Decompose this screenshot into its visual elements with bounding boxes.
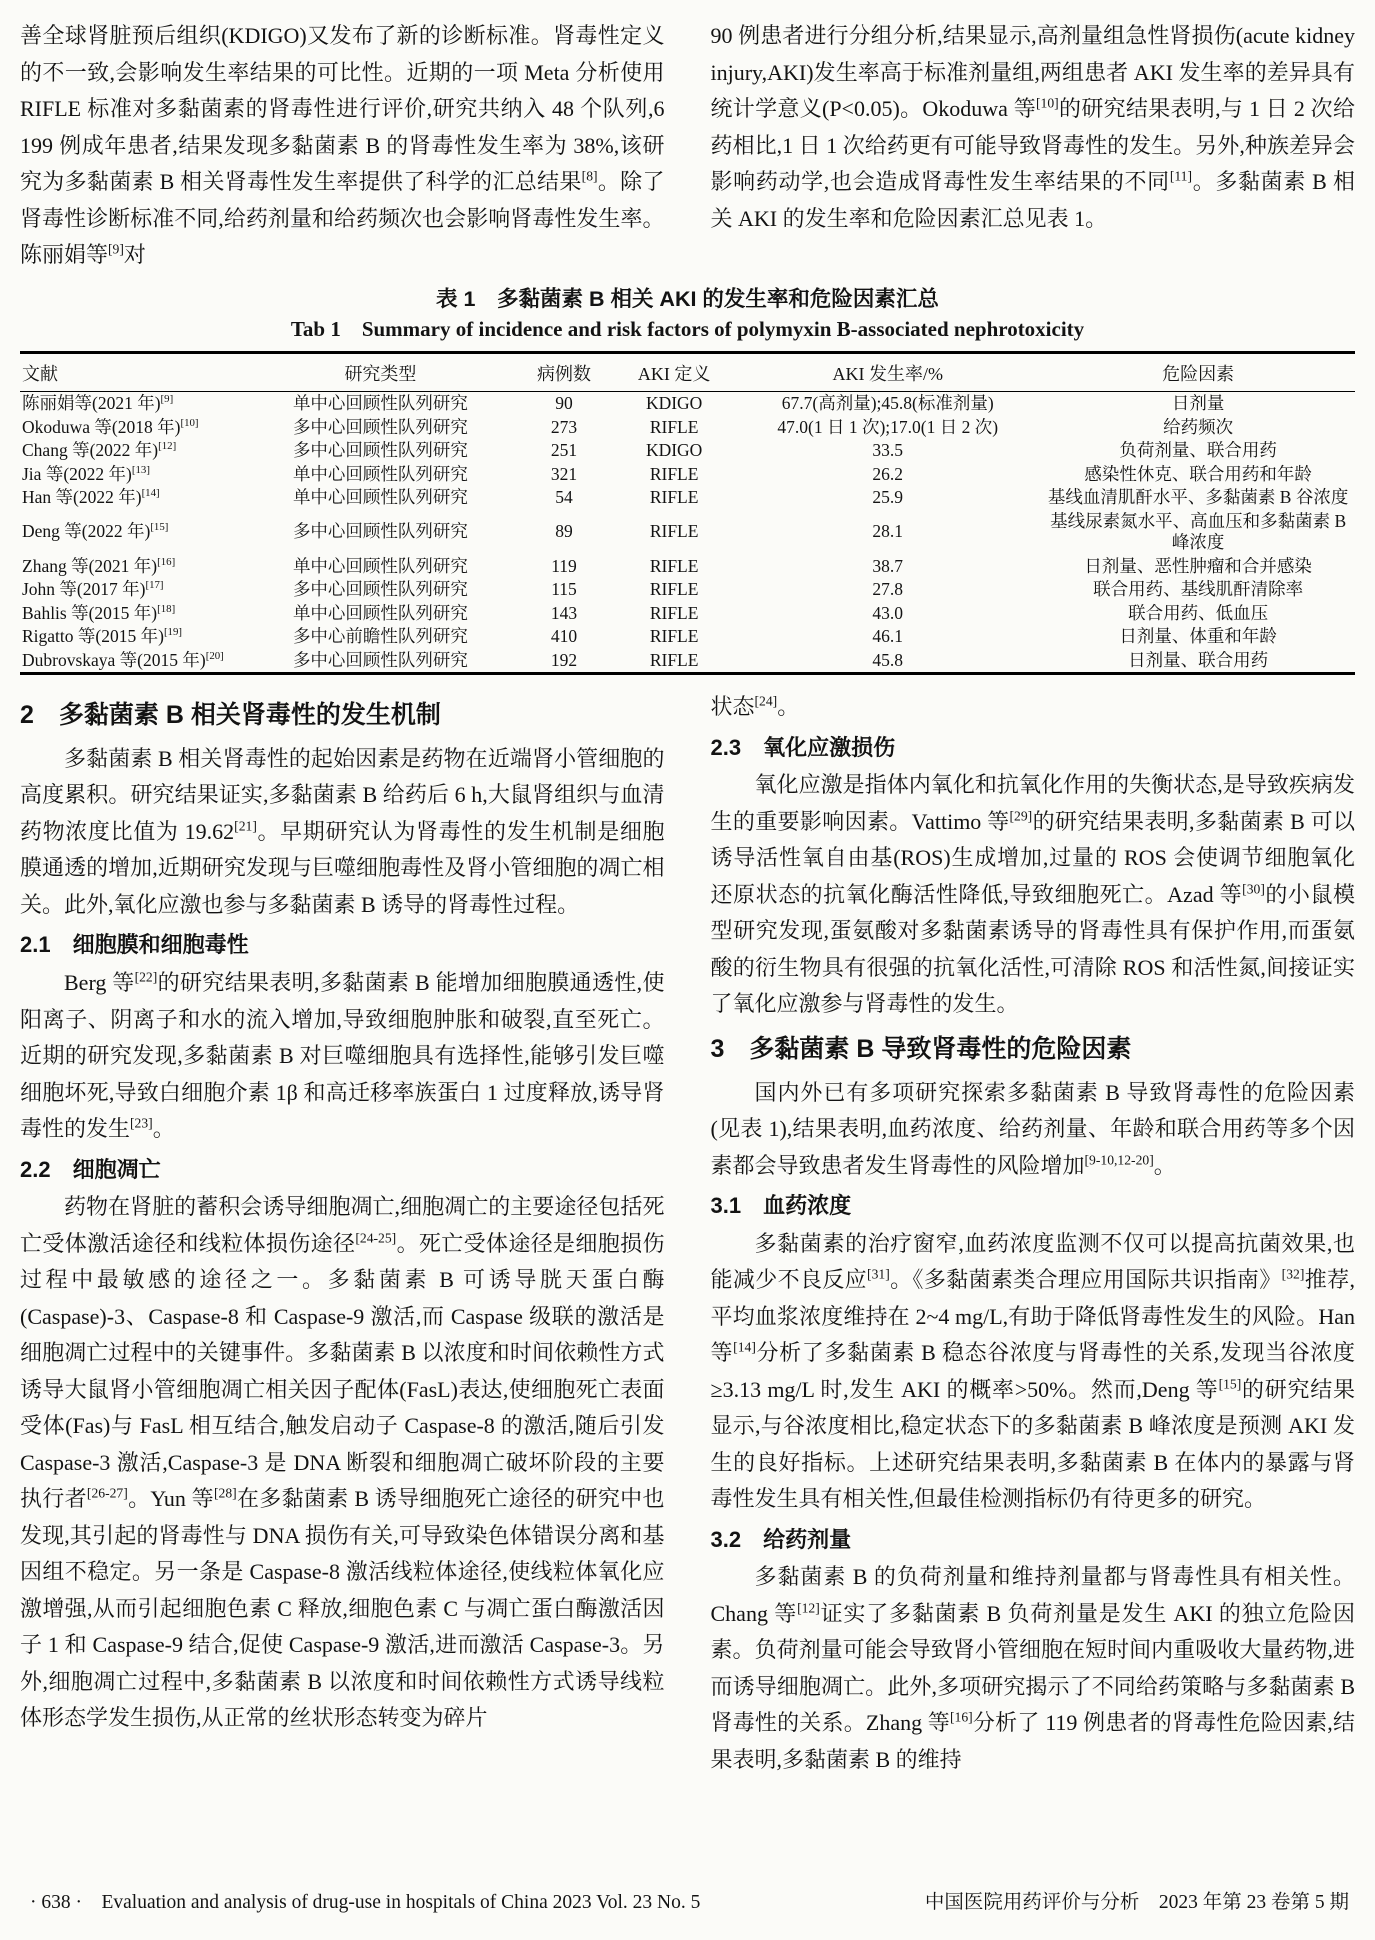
table-cell: 基线尿素氮水平、高血压和多黏菌素 B 峰浓度 <box>1050 510 1347 553</box>
footer-left: · 638 · Evaluation and analysis of drug-use in hospitals of China 2023 Vol. 23 No. 5 <box>30 1892 701 1913</box>
table-cell: Dubrovskaya 等(2015 年)[20] <box>22 649 224 670</box>
table-cell: 33.5 <box>872 440 904 461</box>
table-cell: 54 <box>555 487 573 508</box>
bottom-left-column <box>20 689 665 1778</box>
table-cell: 日剂量、恶性肿瘤和合并感染 <box>1084 555 1312 576</box>
table-header-cell: 危险因素 <box>1041 353 1355 392</box>
table-row <box>20 510 1355 555</box>
table-row <box>20 625 1355 649</box>
table-row <box>20 463 1355 487</box>
paragraph: 多黏菌素的治疗窗窄,血药浓度监测不仅可以提高抗菌效果,也能减少不良反应[31]。《多黏菌素类合理应用国际共识指南》[32]推荐,平均血浆浓度维持在 2~4 mg/L,有助于降低肾毒性发生的风险。Han 等[14]分析了多黏菌素 B 稳态谷浓度与肾毒性的关系,发现当谷浓度≥3.13 mg/L 时,发生 AKI 的概率>50%。然而,Deng 等[15]的研究结果显示,与谷浓度相比,稳定状态下的多黏菌素 B 峰浓度是预测 AKI 发生的良好指标。上述研究结果表明,多黏菌素 B 在体内的暴露与肾毒性发生具有相关性,但最佳检测指标仍有待更多的研究。 <box>710 1230 1355 1512</box>
table-cell: Rigatto 等(2015 年)[19] <box>22 626 183 647</box>
table-cell: 多中心回顾性队列研究 <box>292 521 468 542</box>
paragraph: 多黏菌素 B 的负荷剂量和维持剂量都与肾毒性具有相关性。Chang 等[12]证实了多黏菌素 B 负荷剂量是发生 AKI 的独立危险因素。负荷剂量可能会导致肾小管细胞在短时间内重吸收大量药物,进而诱导细胞凋亡。此外,多项研究揭示了不同给药策略与多黏菌素 B 肾毒性的关系。Zhang 等[16]分析了 119 例患者的肾毒性危险因素,结果表明,多黏菌素 B 的维持 <box>710 1564 1355 1772</box>
table-cell: 89 <box>555 521 573 542</box>
table-row <box>20 578 1355 602</box>
table-cell: 28.1 <box>872 521 904 542</box>
table-cell: 26.2 <box>872 463 904 484</box>
table-cell: 联合用药、基线肌酐清除率 <box>1093 579 1304 600</box>
table-cell: Zhang 等(2021 年)[16] <box>22 555 176 576</box>
table-cell: 日剂量、体重和年龄 <box>1119 626 1277 647</box>
table-cell: 27.8 <box>872 579 904 600</box>
table-cell: RIFLE <box>649 579 699 600</box>
table-cell: 多中心回顾性队列研究 <box>292 440 468 461</box>
table-cell: RIFLE <box>649 416 699 437</box>
table-cell: 115 <box>551 579 577 600</box>
section-heading: 2.3 氧化应激损伤 <box>710 734 896 760</box>
table-header-cell: AKI 定义 <box>614 353 734 392</box>
table-cell: 陈丽娟等(2021 年)[9] <box>22 393 174 414</box>
table-cell: 单中心回顾性队列研究 <box>292 463 468 484</box>
section-heading: 2 多黏菌素 B 相关肾毒性的发生机制 <box>20 701 441 730</box>
table-title-en: Tab 1 Summary of incidence and risk factors of polymyxin B-associated nephrotoxicity <box>290 316 1085 341</box>
table-cell: RIFLE <box>649 649 699 670</box>
table-cell: RIFLE <box>649 626 699 647</box>
table-cell: 143 <box>550 602 578 623</box>
table-cell: 45.8 <box>872 649 904 670</box>
table-cell: RIFLE <box>649 602 699 623</box>
table-cell: Deng 等(2022 年)[15] <box>22 521 169 542</box>
table-cell: Okoduwa 等(2018 年)[10] <box>22 416 199 437</box>
paragraph: 国内外已有多项研究探索多黏菌素 B 导致肾毒性的危险因素(见表 1),结果表明,血药浓度、给药剂量、年龄和联合用药等多个因素都会导致患者发生肾毒性的风险增加[9-10,12-20]。 <box>710 1079 1355 1178</box>
table-cell: 46.1 <box>872 626 904 647</box>
table-row <box>20 486 1355 510</box>
table-cell: 321 <box>550 463 578 484</box>
paragraph: 善全球肾脏预后组织(KDIGO)又发布了新的诊断标准。肾毒性定义的不一致,会影响发生率结果的可比性。近期的一项 Meta 分析使用 RIFLE 标准对多黏菌素的肾毒性进行评价,研究共纳入 48 个队列,6 199 例成年患者,结果发现多黏菌素 B 的肾毒性发生率为 38%,该研究为多黏菌素 B 相关肾毒性发生率提供了科学的汇总结果[8]。除了肾毒性诊断标准不同,给药剂量和给药频次也会影响肾毒性发生率。陈丽娟等[9]对 <box>20 23 665 267</box>
table-cell: 192 <box>550 649 578 670</box>
table-cell: 单中心回顾性队列研究 <box>292 602 468 623</box>
table-cell: Chang 等(2022 年)[12] <box>22 440 177 461</box>
table-cell: 多中心回顾性队列研究 <box>292 579 468 600</box>
table-header-row <box>20 353 1355 392</box>
section-heading: 2.1 细胞膜和细胞毒性 <box>20 932 249 958</box>
table-cell: 给药频次 <box>1163 416 1234 437</box>
table-cell: 273 <box>550 416 578 437</box>
table-cell: KDIGO <box>645 440 703 461</box>
table-cell: 联合用药、低血压 <box>1128 602 1269 623</box>
table-cell: 感染性休克、联合用药和年龄 <box>1084 463 1312 484</box>
page-footer <box>20 1886 1355 1916</box>
table-cell: 25.9 <box>872 487 904 508</box>
paragraph: Berg 等[22]的研究结果表明,多黏菌素 B 能增加细胞膜通透性,使阳离子、阴离子和水的流入增加,导致细胞肿胀和破裂,直至死亡。近期的研究发现,多黏菌素 B 对巨噬细胞具有选择性,能够引发巨噬细胞坏死,导致白细胞介素 1β 和高迁移率族蛋白 1 过度释放,诱导肾毒性的发生[23]。 <box>20 969 665 1142</box>
paragraph: 多黏菌素 B 相关肾毒性的起始因素是药物在近端肾小管细胞的高度累积。研究结果证实,多黏菌素 B 给药后 6 h,大鼠肾组织与血清药物浓度比值为 19.62[21]。早期研究认为肾毒性的发生机制是细胞膜通透的增加,近期研究发现与巨噬细胞毒性及肾小管细胞的凋亡相关。此外,氧化应激也参与多黏菌素 B 诱导的肾毒性过程。 <box>20 745 665 917</box>
table-title-cn: 表 1 多黏菌素 B 相关 AKI 的发生率和危险因素汇总 <box>436 286 939 311</box>
table-cell: 单中心回顾性队列研究 <box>292 393 468 414</box>
table-cell: 67.7(高剂量);45.8(标准剂量) <box>781 393 994 414</box>
paragraph: 状态[24]。 <box>710 693 800 720</box>
paragraph: 药物在肾脏的蓄积会诱导细胞凋亡,细胞凋亡的主要途径包括死亡受体激活途径和线粒体损伤途径[24-25]。死亡受体途径是细胞损伤过程中最敏感的途径之一。多黏菌素 B 可诱导胱天蛋白酶(Caspase)-3、Caspase-8 和 Caspase-9 激活,而 Caspase 级联的激活是细胞凋亡过程中的关键事件。多黏菌素 B 以浓度和时间依赖性方式诱导大鼠肾小管细胞凋亡相关因子配体(FasL)表达,使细胞死亡表面受体(Fas)与 FasL 相互结合,触发启动子 Caspase-8 的激活,随后引发 Caspase-3 激活,Caspase-3 是 DNA 断裂和细胞凋亡破坏阶段的主要执行者[26-27]。Yun 等[28]在多黏菌素 B 诱导细胞死亡途径的研究中也发现,其引起的肾毒性与 DNA 损伤有关,可导致染色体错误分离和基因组不稳定。另一条是 Caspase-8 激活线粒体途径,使线粒体氧化应激增强,从而引起细胞色素 C 释放,细胞色素 C 与凋亡蛋白酶激活因子 1 和 Caspase-9 结合,促使 Caspase-9 激活,进而激活 Caspase-3。另外,细胞凋亡过程中,多黏菌素 B 以浓度和时间依赖性方式诱导线粒体形态学发生损伤,从正常的丝状形态转变为碎片 <box>20 1194 665 1731</box>
table-cell: RIFLE <box>649 487 699 508</box>
section-heading: 3 多黏菌素 B 导致肾毒性的危险因素 <box>710 1034 1132 1063</box>
table-row <box>20 392 1355 416</box>
bottom-right-column <box>711 689 1356 1778</box>
paragraph: 氧化应激是指体内氧化和抗氧化作用的失衡状态,是导致疾病发生的重要影响因素。Vattimo 等[29]的研究结果表明,多黏菌素 B 可以诱导活性氧自由基(ROS)生成增加,过量的 ROS 会使调节细胞氧化还原状态的抗氧化酶活性降低,导致细胞死亡。Azad 等[30]的小鼠模型研究发现,蛋氨酸对多黏菌素诱导的肾毒性具有保护作用,而蛋氨酸的衍生物具有很强的抗氧化活性,可清除 ROS 和活性氮,间接证实了氧化应激参与肾毒性的发生。 <box>710 772 1355 1017</box>
table-cell: 90 <box>555 393 573 414</box>
table-row <box>20 555 1355 579</box>
table-cell: 38.7 <box>872 555 904 576</box>
risk-factor-table <box>20 351 1355 675</box>
table-body <box>20 392 1355 674</box>
table-cell: RIFLE <box>649 555 699 576</box>
section-heading: 3.1 血药浓度 <box>710 1193 852 1219</box>
table-cell: KDIGO <box>645 393 703 414</box>
table-row <box>20 439 1355 463</box>
table-cell: 251 <box>550 440 578 461</box>
table-cell: 43.0 <box>872 602 904 623</box>
table-cell: Jia 等(2022 年)[13] <box>22 463 150 484</box>
table-cell: 多中心回顾性队列研究 <box>292 649 468 670</box>
table-header-cell: 病例数 <box>514 353 614 392</box>
table-cell: 47.0(1 日 1 次);17.0(1 日 2 次) <box>777 416 999 437</box>
table-header-cell: AKI 发生率/% <box>734 353 1041 392</box>
table-header-cell: 研究类型 <box>247 353 514 392</box>
table-cell: 410 <box>550 626 578 647</box>
table-cell: RIFLE <box>649 521 699 542</box>
table-cell: 多中心回顾性队列研究 <box>292 416 468 437</box>
table-row <box>20 649 1355 674</box>
footer-right: 中国医院用药评价与分析 2023 年第 23 卷第 5 期 <box>924 1892 1349 1913</box>
table-cell: Bahlis 等(2015 年)[18] <box>22 602 176 623</box>
table-cell: 日剂量 <box>1171 393 1225 414</box>
table-cell: RIFLE <box>649 463 699 484</box>
table-cell: 负荷剂量、联合用药 <box>1119 440 1277 461</box>
table-cell: 单中心回顾性队列研究 <box>292 555 468 576</box>
table-cell: 日剂量、联合用药 <box>1128 649 1269 670</box>
table-cell: 单中心回顾性队列研究 <box>292 487 468 508</box>
top-right-column <box>711 18 1356 274</box>
table-block <box>20 284 1355 676</box>
table-cell: John 等(2017 年)[17] <box>22 579 164 600</box>
table-row <box>20 602 1355 626</box>
top-left-column <box>20 18 665 274</box>
bottom-columns <box>20 689 1355 1778</box>
table-header-cell: 文献 <box>20 353 247 392</box>
table-header <box>20 353 1355 392</box>
table-cell: Han 等(2022 年)[14] <box>22 487 160 508</box>
paragraph: 90 例患者进行分组分析,结果显示,高剂量组急性肾损伤(acute kidney injury,AKI)发生率高于标准剂量组,两组患者 AKI 发生率的差异具有统计学意义(P<0.05)。Okoduwa 等[10]的研究结果表明,与 1 日 2 次给药相比,1 日 1 次给药更有可能导致肾毒性的发生。另外,种族差异会影响药动学,也会造成肾毒性发生率结果的不同[11]。多黏菌素 B 相关 AKI 的发生率和危险因素汇总见表 1。 <box>710 23 1355 231</box>
top-columns <box>20 18 1355 274</box>
table-row <box>20 416 1355 440</box>
table-cell: 多中心前瞻性队列研究 <box>292 626 468 647</box>
table-cell: 基线血清肌酐水平、多黏菌素 B 谷浓度 <box>1047 487 1349 508</box>
section-heading: 3.2 给药剂量 <box>710 1526 852 1552</box>
section-heading: 2.2 细胞凋亡 <box>20 1156 161 1182</box>
table-cell: 119 <box>551 555 577 576</box>
